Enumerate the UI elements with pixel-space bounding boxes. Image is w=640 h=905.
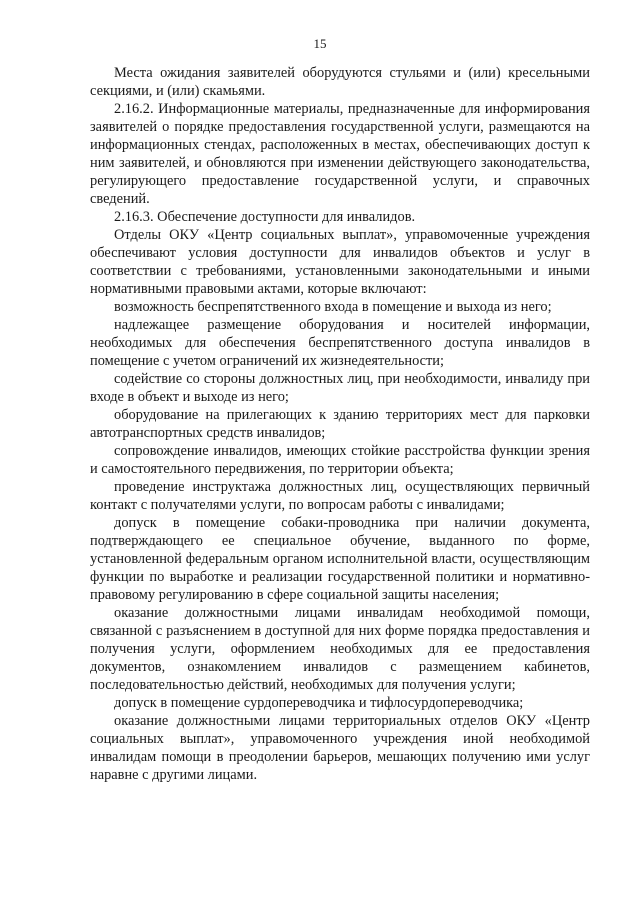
list-item-equipment: надлежащее размещение оборудования и носителей информации, необходимых для обеспечения беспрепятственного доступа инвалидов в помещение с учетом ограничений их жизнедеятельности; [90, 317, 590, 369]
list-item-briefing: проведение инструктажа должностных лиц, осуществляющих первичный контакт с получателями услуги, по вопросам работы с инвалидами; [90, 479, 590, 513]
list-item-assistance: содействие со стороны должностных лиц, при необходимости, инвалиду при входе в объект и выходе из него; [90, 371, 590, 405]
list-item-entrance: возможность беспрепятственного входа в помещение и выхода из него; [114, 299, 552, 315]
paragraph-waiting-areas: Места ожидания заявителей оборудуются стульями и (или) кресельными секциями, и (или) скамьями. [90, 65, 590, 99]
document-body [90, 64, 590, 784]
paragraph-2-16-3-heading: 2.16.3. Обеспечение доступности для инвалидов. [114, 209, 416, 225]
list-item-barriers: оказание должностными лицами территориальных отделов ОКУ «Центр социальных выплат», управомоченного учреждения иной необходимой инвалидам помощи в преодолении барьеров, мешающих получению ими услуг наравне с другими лицами. [90, 713, 590, 783]
list-item-escort: сопровождение инвалидов, имеющих стойкие расстройства функции зрения и самостоятельного передвижения, по территории объекта; [90, 443, 590, 477]
page-number: 15 [313, 36, 327, 51]
list-item-guide-dog: допуск в помещение собаки-проводника при наличии документа, подтверждающего ее специальное обучение, выданного по форме, установленной федеральным органом исполнительной власти, осуществляющим функции по выработке и реализации государственной политики и нормативно-правовому регулированию в сфере социальной защиты населения; [90, 515, 590, 603]
paragraph-accessibility-intro: Отделы ОКУ «Центр социальных выплат», управомоченные учреждения обеспечивают условия доступности для инвалидов объектов и услуг в соответствии с требованиями, установленными законодательными и иными нормативными правовыми актами, которые включают: [90, 227, 590, 297]
paragraph-2-16-2: 2.16.2. Информационные материалы, предназначенные для информирования заявителей о порядке предоставления государственной услуги, размещаются на информационных стендах, расположенных в местах, обеспечивающих доступ к ним заявителей, и обновляются при изменении действующего законодательства, регулирующего предоставление государственной услуги, и справочных сведений. [90, 101, 590, 207]
list-item-parking: оборудование на прилегающих к зданию территориях мест для парковки автотранспортных средств инвалидов; [90, 407, 590, 441]
list-item-help: оказание должностными лицами инвалидам необходимой помощи, связанной с разъяснением в доступной для них форме порядка предоставления и получения услуги, оформлением необходимых для ее предоставления документов, ознакомлением инвалидов с размещением кабинетов, последовательностью действий, необходимых для получения услуги; [90, 605, 590, 693]
list-item-interpreter: допуск в помещение сурдопереводчика и тифлосурдопереводчика; [114, 695, 524, 711]
